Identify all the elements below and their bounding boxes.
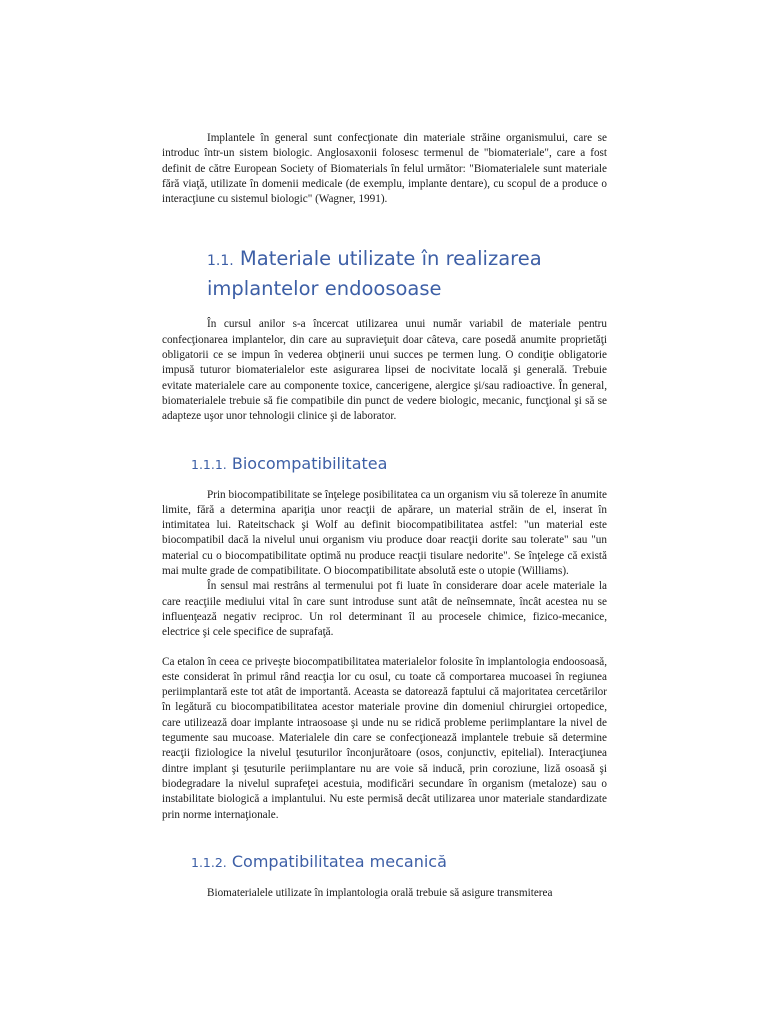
section-title: Materiale utilizate în realizarea implantelor endoosoase (207, 247, 542, 301)
document-page (162, 131, 607, 901)
section-title: Compatibilitatea mecanică (231, 851, 447, 871)
section-heading-1-1-1 (191, 453, 607, 476)
section-number: 1.1.2. (191, 854, 227, 870)
section-1-1-1-paragraph-2: În sensul mai restrâns al termenului pot fi luate în considerare doar acele materiale la care reacţiile mediului vital în care sunt introduse sunt atât de neînsemnate, încât acestea nu se influenţează negativ reciproc. Un rol determinant îl au procesele chimice, fizico-mecanice, electrice şi cele specifice de suprafaţă. (162, 580, 607, 639)
section-title: Biocompatibilitatea (231, 453, 388, 473)
intro-paragraph: Implantele în general sunt confecţionate din materiale străine organismului, care se introduc într-un sistem biologic. Anglosaxonii folosesc termenul de "biomateriale", care a fost definit de către European Society of Biomaterials în felul următor: "Biomaterialele sunt materiale fără viaţă, utilizate în domenii medicale (de exemplu, implante dentare), cu scopul de a produce o interacţiune cu sistemul biologic" (Wagner, 1991). (162, 132, 607, 206)
section-heading-1-1 (207, 245, 607, 302)
section-1-1-paragraph: În cursul anilor s-a încercat utilizarea unui număr variabil de materiale pentru confecţionarea implantelor, din care au supravieţuit doar câteva, care posedă anumite proprietăţi obligatorii ce se impun în vederea obţinerii unui succes pe termen lung. O condiţie obligatorie impusă tuturor biomaterialelor este asigurarea lipsei de nocivitate locală şi generală. Trebuie evitate materialele care au componente toxice, cancerigene, alergice şi/sau radioactive. În general, biomaterialele trebuie să fie compatibile din punct de vedere biologic, mecanic, funcţional şi să se adapteze uşor unor tehnologii clinice şi de laborator. (162, 318, 607, 423)
section-number: 1.1.1. (191, 456, 227, 472)
section-heading-1-1-2 (191, 851, 607, 874)
section-1-1-1-paragraph-1: Prin biocompatibilitate se înţelege posibilitatea ca un organism viu să tolereze în anumite limite, fără a determina apariţia unor reacţii de apărare, un material străin de el, inserat în intimitatea lui. Rateitschack şi Wolf au definit biocompatibilitatea astfel: "un material este biocompatibil dacă la nivelul unui organism viu produce doar reacţii dorite sau tolerate" sau "un material cu o biocompatibilitate optimă nu produce reacţii tisulare nedorite". Se înţelege că există mai multe grade de compatibilitate. O biocompatibilitate absolută este o utopie (Williams). (162, 488, 607, 578)
section-1-1-1-paragraph-3: Ca etalon în ceea ce priveşte biocompatibilitatea materialelor folosite în implantologia endoosoasă, este considerat în primul rând reacţia lor cu osul, cu toate că comportarea mucoasei în regiunea periimplantară este tot atât de importantă. Aceasta se datorează faptului că majoritatea cercetărilor în legătură cu biocompatibilitatea acestor materiale provine din domeniul chirurgiei ortopedice, care utilizează doar implante intraosoase şi unde nu se ridică probleme periimplantare la nivel de tegumente sau mucoase. Materialele din care se confecţionează implantele trebuie să determine reacţii fiziologice la nivelul ţesuturilor înconjurătoare (osos, conjunctiv, epitelial). Interacţiunea dintre implant şi ţesuturile periimplantare nu are voie să inducă, prin coroziune, liză osoasă şi biodegradare la nivelul suprafeţei acestuia, modificări secundare în organism (metaloze) sau o instabilitate biologică a implantului. Nu este permisă decât utilizarea unor materiale standardizate prin norme internaţionale. (162, 655, 607, 821)
section-1-1-2-paragraph-1: Biomaterialele utilizate în implantologia orală trebuie să asigure transmiterea (207, 886, 553, 899)
section-number: 1.1. (207, 253, 234, 270)
